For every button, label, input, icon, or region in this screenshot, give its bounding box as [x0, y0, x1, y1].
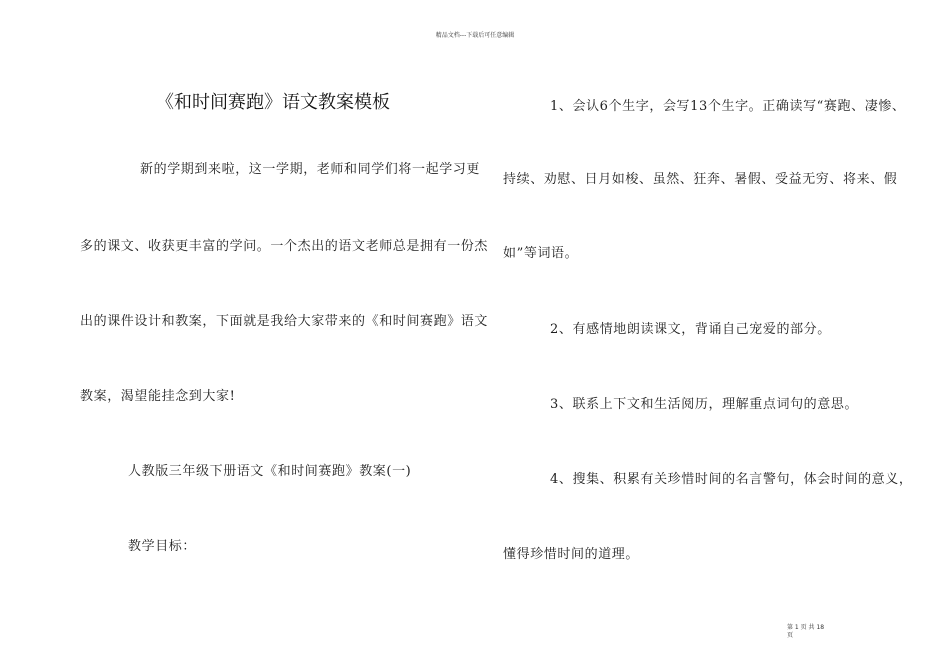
objectives-heading: 教学目标： — [128, 539, 197, 554]
page-number-line: 页 — [787, 632, 794, 639]
lesson-heading: 人教版三年级下册语文《和时间赛跑》教案(一) — [128, 464, 412, 479]
document-title: 《和时间赛跑》语文教案模板 — [156, 92, 390, 113]
page-number — [787, 624, 827, 640]
right-paragraph-line: 如”等词语。 — [503, 246, 579, 261]
header-note: 精品文档---下载后可任意编辑 — [435, 32, 515, 39]
right-paragraph-line: 1、会认6个生字，会写13个生字。正确读写“赛跑、凄惨、 — [550, 99, 906, 114]
left-paragraph-line: 多的课文、收获更丰富的学问。一个杰出的语文老师总是拥有一份杰 — [80, 239, 489, 254]
right-paragraph-line: 2、有感情地朗读课文，背诵自己宠爱的部分。 — [550, 322, 831, 337]
left-paragraph-line: 教案，渴望能挂念到大家! — [80, 389, 236, 404]
page-number-line: 第 1 页 共 18 — [787, 624, 825, 631]
right-paragraph-line: 4、搜集、积累有关珍惜时间的名言警句，体会时间的意义， — [550, 472, 913, 487]
right-paragraph-line: 懂得珍惜时间的道理。 — [503, 547, 640, 562]
left-paragraph-line: 出的课件设计和教案，下面就是我给大家带来的《和时间赛跑》语文 — [80, 314, 489, 329]
left-paragraph-line: 新的学期到来啦，这一学期，老师和同学们将一起学习更 — [140, 162, 481, 177]
right-paragraph-line: 3、联系上下文和生活阅历，理解重点词句的意思。 — [550, 397, 859, 412]
right-paragraph-line: 持续、劝慰、日月如梭、虽然、狂奔、暑假、受益无穷、将来、假 — [503, 172, 898, 187]
